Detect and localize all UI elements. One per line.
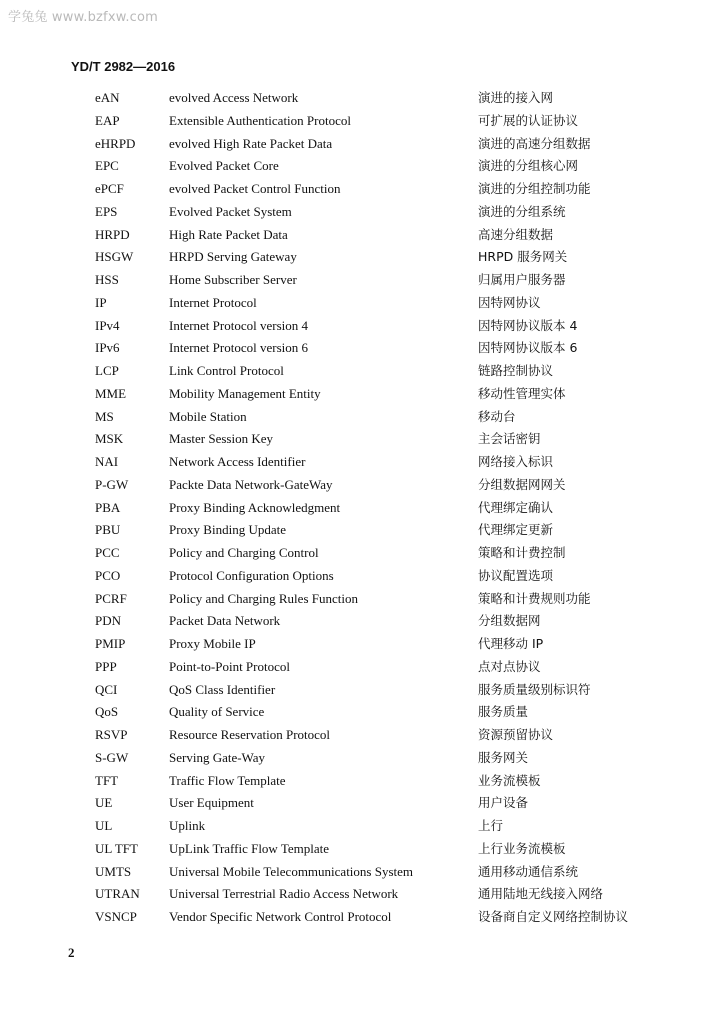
abbreviation-row (95, 610, 675, 633)
english-definition: Master Session Key (169, 431, 273, 447)
english-definition: Uplink (169, 818, 206, 833)
abbreviation-row (95, 155, 675, 178)
abbreviation-row (95, 406, 675, 429)
chinese-definition: 业务流模板 (478, 772, 541, 788)
abbreviation-term: EPC (95, 158, 119, 174)
document-id-header: YD/T 2982—2016 (71, 59, 176, 74)
abbreviation-term: eHRPD (95, 135, 136, 151)
english-definition: Evolved Packet Core (169, 158, 279, 174)
english-definition: HRPD Serving Gateway (169, 249, 297, 265)
english-definition: UpLink Traffic Flow Template (169, 840, 330, 856)
abbreviation-term: eAN (95, 90, 120, 105)
english-definition: Traffic Flow Template (169, 772, 286, 788)
abbreviation-row (95, 747, 675, 770)
abbreviation-row (95, 269, 675, 292)
page-number: 2 (68, 945, 75, 960)
abbreviation-row (95, 201, 675, 224)
abbreviation-term: PCC (95, 545, 120, 560)
abbreviation-term: PBA (95, 499, 121, 515)
abbreviation-term: UE (95, 795, 113, 811)
english-definition: Universal Mobile Telecommunications System (169, 863, 414, 879)
english-definition: evolved High Rate Packet Data (169, 135, 333, 151)
abbreviation-row (95, 383, 675, 406)
abbreviation-row (95, 292, 675, 315)
chinese-definition: 协议配置选项 (478, 567, 554, 583)
english-definition: Internet Protocol version 4 (169, 317, 308, 333)
abbreviation-row (95, 474, 675, 497)
abbreviation-term: IP (95, 294, 107, 310)
english-definition: Evolved Packet System (169, 203, 292, 219)
chinese-definition: 上行 (478, 818, 504, 833)
abbreviation-row (95, 178, 675, 201)
abbreviation-row (95, 792, 675, 815)
abbreviation-row (95, 246, 675, 269)
abbreviation-row (95, 770, 675, 793)
english-definition: Extensible Authentication Protocol (169, 112, 351, 128)
abbreviation-term: HSS (95, 272, 119, 287)
abbreviation-row (95, 838, 675, 861)
abbreviation-term: IPv6 (95, 340, 120, 356)
abbreviation-row (95, 110, 675, 133)
abbreviation-term: P-GW (95, 476, 129, 492)
abbreviation-term: PCO (95, 567, 121, 583)
abbreviation-row (95, 701, 675, 724)
chinese-definition: 上行业务流模板 (478, 840, 566, 856)
chinese-definition: 点对点协议 (478, 658, 541, 674)
english-definition: QoS Class Identifier (169, 681, 276, 697)
abbreviation-term: LCP (95, 363, 119, 378)
english-definition: Packet Data Network (169, 613, 281, 629)
chinese-definition: 演进的分组系统 (478, 203, 566, 219)
chinese-definition: 移动台 (478, 408, 516, 424)
abbreviation-term: QCI (95, 681, 118, 697)
english-definition: Proxy Binding Acknowledgment (169, 499, 341, 515)
abbreviation-term: TFT (95, 772, 119, 788)
abbreviation-term: PDN (95, 613, 122, 629)
abbreviation-term: HSGW (95, 249, 134, 265)
abbreviation-term: UTRAN (95, 886, 140, 902)
english-definition: Internet Protocol (169, 294, 257, 310)
abbreviation-row (95, 428, 675, 451)
abbreviation-term: IPv4 (95, 317, 120, 333)
abbreviation-term: HRPD (95, 226, 130, 242)
english-definition: User Equipment (169, 795, 254, 811)
english-definition: High Rate Packet Data (169, 226, 288, 242)
chinese-definition: 服务质量 (478, 704, 529, 720)
chinese-definition: 服务质量级别标识符 (478, 681, 591, 697)
english-definition: Policy and Charging Control (169, 545, 319, 560)
abbreviation-term: RSVP (95, 727, 128, 742)
abbreviation-term: EAP (95, 112, 120, 128)
abbreviation-term: S-GW (95, 749, 129, 765)
english-definition: Protocol Configuration Options (169, 567, 334, 583)
chinese-definition: 策略和计费控制 (478, 545, 566, 560)
abbreviation-row (95, 337, 675, 360)
english-definition: evolved Access Network (169, 90, 299, 105)
abbreviation-row (95, 724, 675, 747)
chinese-definition: 分组数据网 (478, 613, 541, 629)
watermark-text: 学兔兔 www.bzfxw.com (8, 10, 159, 25)
abbreviation-row (95, 451, 675, 474)
chinese-definition: 演进的接入网 (478, 90, 554, 105)
abbreviation-term: PPP (95, 658, 117, 674)
abbreviation-row (95, 815, 675, 838)
chinese-definition: 移动性管理实体 (478, 385, 566, 401)
english-definition: Quality of Service (169, 704, 265, 720)
abbreviation-row (95, 588, 675, 611)
chinese-definition: 设备商自定义网络控制协议 (478, 909, 629, 924)
chinese-definition: 演进的分组控制功能 (478, 181, 591, 196)
english-definition: Mobility Management Entity (169, 385, 321, 401)
chinese-definition: 分组数据网网关 (478, 476, 566, 492)
english-definition: Vendor Specific Network Control Protocol (169, 909, 392, 924)
chinese-definition: 因特网协议版本 6 (478, 340, 578, 356)
chinese-definition: 服务网关 (478, 749, 529, 765)
chinese-definition: HRPD 服务网关 (478, 249, 568, 265)
abbreviation-row (95, 565, 675, 588)
chinese-definition: 代理绑定更新 (478, 522, 554, 538)
abbreviation-row (95, 883, 675, 906)
chinese-definition: 代理移动 IP (478, 636, 544, 651)
chinese-definition: 归属用户服务器 (478, 272, 566, 287)
chinese-definition: 因特网协议版本 4 (478, 317, 578, 333)
abbreviation-term: EPS (95, 203, 118, 219)
chinese-definition: 主会话密钥 (478, 431, 541, 447)
chinese-definition: 代理绑定确认 (478, 499, 554, 515)
abbreviation-row (95, 224, 675, 247)
abbreviation-term: NAI (95, 454, 119, 469)
english-definition: Mobile Station (169, 408, 247, 424)
abbreviation-term: MS (95, 408, 114, 424)
abbreviation-term: UL (95, 818, 113, 833)
chinese-definition: 链路控制协议 (478, 363, 554, 378)
english-definition: evolved Packet Control Function (169, 181, 341, 196)
abbreviation-term: VSNCP (95, 909, 137, 924)
chinese-definition: 用户设备 (478, 795, 529, 811)
english-definition: Link Control Protocol (169, 363, 284, 378)
chinese-definition: 网络接入标识 (478, 454, 554, 469)
abbreviation-row (95, 861, 675, 884)
chinese-definition: 通用陆地无线接入网络 (478, 886, 604, 902)
chinese-definition: 演进的高速分组数据 (478, 135, 591, 151)
abbreviation-term: PBU (95, 522, 121, 538)
abbreviation-row (95, 497, 675, 520)
abbreviation-row (95, 315, 675, 338)
english-definition: Proxy Binding Update (169, 522, 286, 538)
chinese-definition: 通用移动通信系统 (478, 863, 579, 879)
chinese-definition: 因特网协议 (478, 294, 541, 310)
english-definition: Network Access Identifier (169, 454, 306, 469)
abbreviation-term: UL TFT (95, 840, 138, 856)
english-definition: Packte Data Network-GateWay (169, 476, 333, 492)
chinese-definition: 可扩展的认证协议 (478, 112, 579, 128)
english-definition: Point-to-Point Protocol (169, 658, 290, 674)
english-definition: Internet Protocol version 6 (169, 340, 308, 356)
abbreviation-term: PCRF (95, 590, 127, 606)
abbreviation-term: MSK (95, 431, 124, 447)
abbreviation-term: QoS (95, 704, 119, 720)
chinese-definition: 资源预留协议 (478, 727, 554, 742)
abbreviation-row (95, 360, 675, 383)
chinese-definition: 策略和计费规则功能 (478, 590, 591, 606)
abbreviation-row (95, 679, 675, 702)
english-definition: Policy and Charging Rules Function (169, 590, 358, 606)
abbreviation-row (95, 519, 675, 542)
chinese-definition: 高速分组数据 (478, 226, 554, 242)
abbreviation-row (95, 906, 675, 929)
abbreviation-term: UMTS (95, 863, 132, 879)
abbreviation-row (95, 656, 675, 679)
abbreviation-term: MME (95, 385, 127, 401)
english-definition: Home Subscriber Server (169, 272, 297, 287)
abbreviation-table (95, 87, 675, 929)
english-definition: Serving Gate-Way (169, 749, 266, 765)
english-definition: Proxy Mobile IP (169, 636, 256, 651)
abbreviation-row (95, 87, 675, 110)
abbreviation-row (95, 133, 675, 156)
abbreviation-row (95, 542, 675, 565)
english-definition: Universal Terrestrial Radio Access Network (169, 886, 399, 902)
chinese-definition: 演进的分组核心网 (478, 158, 579, 174)
english-definition: Resource Reservation Protocol (169, 727, 331, 742)
abbreviation-term: PMIP (95, 636, 126, 651)
abbreviation-term: ePCF (95, 181, 124, 196)
abbreviation-row (95, 633, 675, 656)
